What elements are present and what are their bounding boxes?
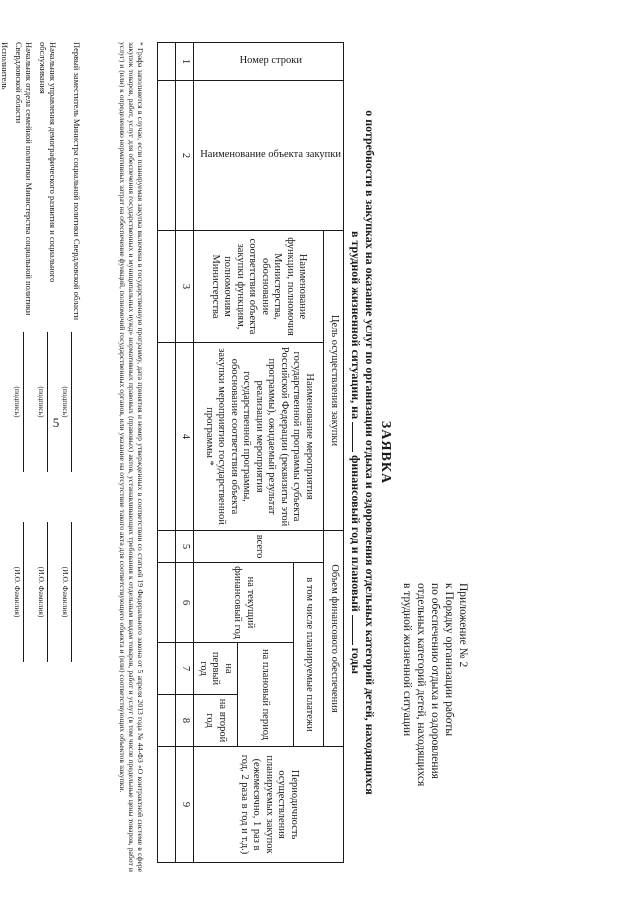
empty-cell [158,563,176,643]
appendix-line: к Порядку организации работы [443,583,455,737]
signer-title: Первый заместитель Министра социальной политики Свердловской области [72,42,82,320]
blank-field [352,615,363,645]
signature-label: (подпись) [13,386,22,418]
col-number: 3 [176,231,194,343]
page-number: 5 [52,415,60,430]
empty-cell [158,695,176,747]
col-number: 5 [176,531,194,563]
signer-title: Начальник отдела семейной политики Министерства социальной политики Свердловской области [14,42,34,316]
signer-title: Исполнитель [0,42,10,90]
header-current-year: на текущий финансовый год [193,563,293,643]
title-segment: в трудной жизненной ситуации, на [349,231,363,420]
title-segment: годы [349,647,363,674]
signature-row [34,42,58,872]
empty-cell [158,747,176,863]
name-label: (И.О. Фамилия) [37,566,46,618]
signature-line [47,332,48,472]
empty-cell [158,343,176,531]
header-purpose: Цель осуществления закупки [324,231,344,531]
header-first-year: на первый год [193,643,237,695]
header-row-number: Номер строки [193,43,343,81]
signature-label: (подпись) [61,386,70,418]
appendix-line: Приложение № 2 [457,583,469,668]
appendix-line: отдельных категорий детей, находящихся [415,583,427,787]
header-function: Наименование функции, полномочия Министерства, обоснование соответствия объекта закупки функциям, полномочиям Министерства [193,231,323,343]
title-line: о потребности в закупках на оказание услуг по организации отдыха и оздоровления отдельных категорий детей, находящихся [363,110,377,795]
signature-row [10,42,34,872]
request-table [157,42,344,863]
signature-line [23,332,24,472]
footnote: * Графа заполняется в случае, если планируемая закупка включена в государственную программу, дата принятия и номер утвержденных в соответствии со статьей 19 Федерального закона от 5 апреля 2013 года № 44-ФЗ «О контрактной системе в сфере закупок товаров, работ, услуг для обеспечения государственных и муниципальных нужд» нормативных правовых (правовых) актов, устанавливающих требования к отдельным видам товаров, работ и услуг (в том числе предельные цены товаров, работ и услуг) и (или) к определению нормативных затрат на обеспечение функций, полномочий государственных органов, или указание на отсутствие такого акта для соответствующего объекта и (или) соответствующих объектов закупки. [118,42,145,872]
header-second-year: на второй год [193,695,237,747]
signer-title: Начальник управления демографического развития и социального обслуживания [38,42,58,283]
title-segment: финансовый год и плановый [349,455,363,612]
name-line [71,522,72,662]
col-number: 7 [176,643,194,695]
header-total: всего [193,531,323,563]
signature-line [71,332,72,472]
empty-cell [158,43,176,81]
empty-cell [158,231,176,343]
empty-cell [158,531,176,563]
signature-block [0,42,82,872]
col-number: 9 [176,747,194,863]
signature-row [58,42,82,872]
header-finance: Объем финансового обеспечения [324,531,344,747]
name-label: (И.О. Фамилия) [61,566,70,618]
blank-field [352,422,363,452]
title-heading: ЗАЯВКА [378,420,393,485]
header-planned: в том числе планируемые платежи [293,563,323,747]
col-number: 4 [176,343,194,531]
col-number: 2 [176,81,194,231]
name-label: (И.О. Фамилия) [13,566,22,618]
col-number: 6 [176,563,194,643]
appendix-line: в трудной жизненной ситуации [401,583,413,737]
title-line [349,18,363,887]
empty-cell [158,643,176,695]
col-number: 1 [176,43,194,81]
empty-cell [158,81,176,231]
signature-row [0,42,10,872]
signature-label: (подпись) [37,386,46,418]
header-object-name: Наименование объекта закупки [193,81,343,231]
rotated-document [0,18,470,887]
col-number: 8 [176,695,194,747]
appendix-header [400,583,470,883]
appendix-line: по обеспечению отдыха и оздоровления [429,583,441,779]
name-line [23,522,24,662]
header-plan-period: на плановый период [237,643,293,747]
header-measure: Наименование мероприятия государственной программы субъекта Российской Федерации (реквизиты этой программы), ожидаемый результат реализации мероприятия государственной программы, обоснование соответствия объекта закупки мероприятию государственной программы * [193,343,323,531]
name-line [47,522,48,662]
document-title [349,18,392,887]
header-periodicity: Периодичность осуществления планируемых закупок (ежемесячно, 1 раз в год, 2 раза в год и т.д.) [193,747,343,863]
